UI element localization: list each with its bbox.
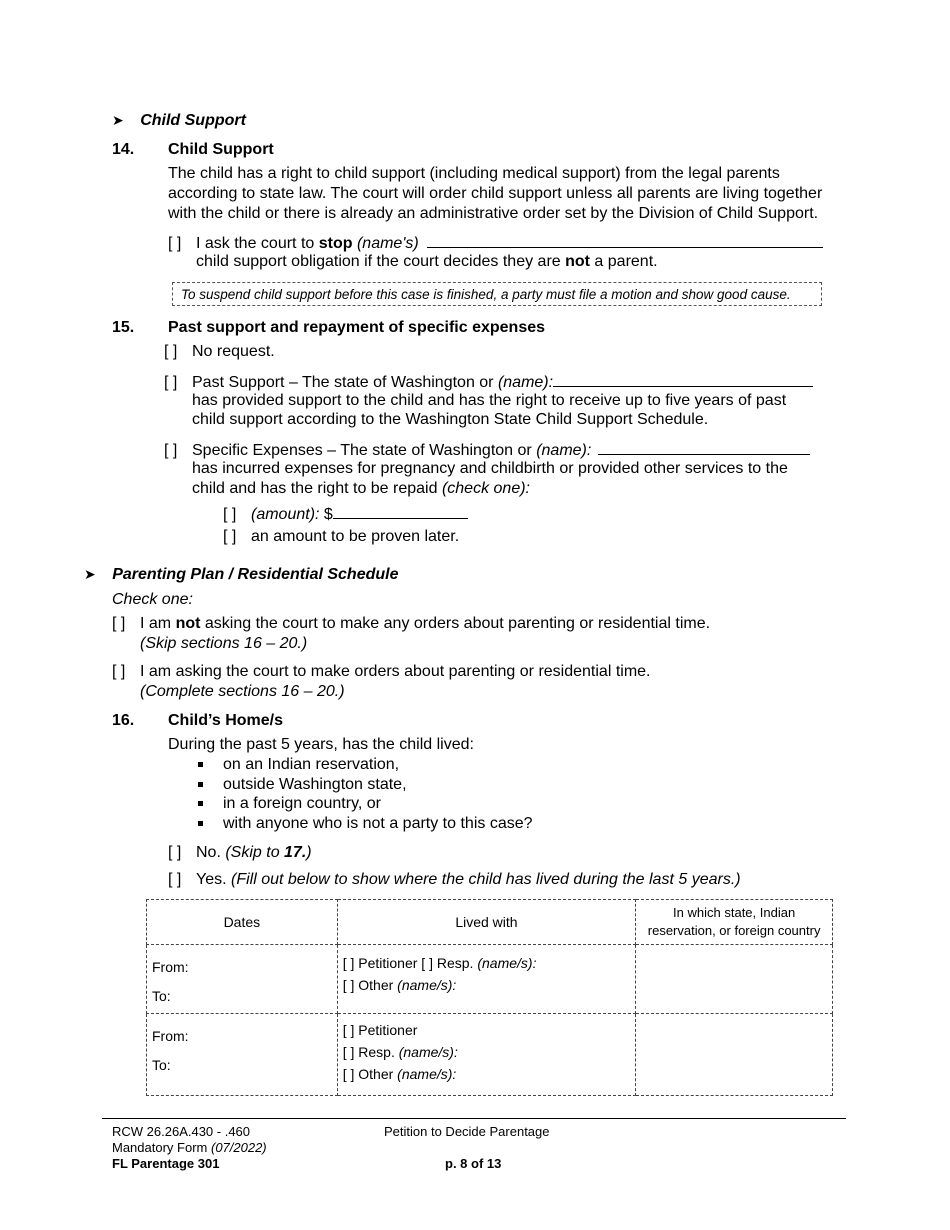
child-support-heading: ➤ Child Support bbox=[112, 112, 246, 129]
suspend-support-note: To suspend child support before this case is finished, a party must file a motion and show good cause. bbox=[172, 282, 822, 306]
section-14-body-3: with the child or there is already an administrative order set by the Division of Child Support. bbox=[168, 205, 819, 222]
parenting-plan-heading: ➤ Parenting Plan / Residential Schedule bbox=[84, 566, 399, 583]
residence-history-table bbox=[146, 899, 833, 1096]
past-support-option: [ ] Past Support – The state of Washington or (name): bbox=[164, 372, 813, 392]
stop-support-name-field[interactable] bbox=[427, 233, 823, 248]
no-option: [ ] No. (Skip to 17.) bbox=[168, 844, 312, 861]
stop-support-option: [ ] I ask the court to stop (name's) bbox=[168, 233, 823, 253]
no-checkbox[interactable]: [ ] bbox=[168, 844, 182, 861]
lived-with-header: Lived with bbox=[337, 900, 636, 945]
dates-header: Dates bbox=[147, 900, 338, 945]
table-row bbox=[147, 945, 833, 1014]
amount-checkbox[interactable]: [ ] bbox=[223, 506, 237, 523]
table-row bbox=[147, 1014, 833, 1096]
past-support-line-2: has provided support to the child and has the right to receive up to five years of past bbox=[192, 392, 787, 409]
check-one-label: Check one: bbox=[112, 591, 193, 608]
section-16-number: 16. bbox=[112, 712, 135, 729]
no-request-checkbox[interactable]: [ ] bbox=[164, 343, 178, 360]
bullet-icon bbox=[198, 821, 203, 826]
section-16-question: During the past 5 years, has the child lived: bbox=[168, 736, 474, 753]
specific-expenses-checkbox[interactable]: [ ] bbox=[164, 442, 178, 459]
section-16-title: Child’s Home/s bbox=[168, 712, 283, 729]
stop-support-line-2: child support obligation if the court decides they are not a parent. bbox=[196, 253, 658, 270]
section-15-title: Past support and repayment of specific expenses bbox=[168, 319, 546, 336]
section-14-body-1: The child has a right to child support (including medical support) from the legal parents bbox=[168, 165, 780, 182]
bullet-item-3: in a foreign country, or bbox=[223, 795, 382, 812]
amount-field[interactable] bbox=[333, 504, 468, 519]
past-support-checkbox[interactable]: [ ] bbox=[164, 374, 178, 391]
footer-form-id: FL Parentage 301 bbox=[112, 1156, 220, 1171]
section-14-number: 14. bbox=[112, 141, 135, 158]
asking-checkbox[interactable]: [ ] bbox=[112, 663, 126, 680]
amount-option: [ ] (amount): $ bbox=[223, 504, 468, 524]
complete-sections-note: (Complete sections 16 – 20.) bbox=[140, 683, 345, 700]
specific-expenses-line-2: has incurred expenses for pregnancy and childbirth or provided other services to the bbox=[192, 460, 788, 477]
bullet-item-1: on an Indian reservation, bbox=[223, 756, 400, 773]
footer-form-title: Petition to Decide Parentage bbox=[384, 1124, 550, 1139]
specific-expenses-name-field[interactable] bbox=[598, 440, 810, 455]
footer-page-number: p. 8 of 13 bbox=[445, 1156, 502, 1171]
footer-divider bbox=[102, 1118, 846, 1119]
asking-option: [ ] I am asking the court to make orders about parenting or residential time. bbox=[112, 663, 651, 680]
not-asking-checkbox[interactable]: [ ] bbox=[112, 615, 126, 632]
past-support-line-3: child support according to the Washington State Child Support Schedule. bbox=[192, 411, 709, 428]
specific-expenses-option: [ ] Specific Expenses – The state of Washington or (name): bbox=[164, 440, 810, 460]
not-asking-option: [ ] I am not asking the court to make any orders about parenting or residential time. bbox=[112, 615, 711, 632]
location-header: In which state, Indian reservation, or foreign country bbox=[636, 900, 833, 945]
section-14-body-2: according to state law. The court will order child support unless all parents are living together bbox=[168, 185, 823, 202]
proven-later-checkbox[interactable]: [ ] bbox=[223, 528, 237, 545]
lived-with-cell[interactable]: [ ] Petitioner [ ] Resp. (name/s): [ ] Other (name/s): bbox=[337, 945, 636, 1014]
yes-option: [ ] Yes. (Fill out below to show where the child has lived during the last 5 years.) bbox=[168, 871, 741, 888]
bullet-item-2: outside Washington state, bbox=[223, 776, 407, 793]
no-request-option: [ ] No request. bbox=[164, 343, 275, 360]
lived-with-cell[interactable]: [ ] Petitioner [ ] Resp. (name/s): [ ] Other (name/s): bbox=[337, 1014, 636, 1096]
bullet-icon bbox=[198, 782, 203, 787]
section-14-title: Child Support bbox=[168, 141, 274, 158]
location-cell[interactable] bbox=[636, 1014, 833, 1096]
arrow-bullet-icon: ➤ bbox=[112, 112, 124, 128]
specific-expenses-line-3: child and has the right to be repaid (check one): bbox=[192, 480, 530, 497]
footer-mandatory-form: Mandatory Form (07/2022) bbox=[112, 1140, 267, 1155]
bullet-icon bbox=[198, 801, 203, 806]
stop-support-checkbox[interactable]: [ ] bbox=[168, 235, 182, 252]
bullet-icon bbox=[198, 762, 203, 767]
bullet-item-4: with anyone who is not a party to this case? bbox=[223, 815, 533, 832]
dates-cell[interactable]: From: To: bbox=[147, 945, 338, 1014]
yes-checkbox[interactable]: [ ] bbox=[168, 871, 182, 888]
proven-later-option: [ ] an amount to be proven later. bbox=[223, 528, 460, 545]
section-15-number: 15. bbox=[112, 319, 135, 336]
dates-cell[interactable]: From: To: bbox=[147, 1014, 338, 1096]
past-support-name-field[interactable] bbox=[553, 372, 813, 387]
location-cell[interactable] bbox=[636, 945, 833, 1014]
arrow-bullet-icon: ➤ bbox=[84, 566, 96, 582]
footer-rcw: RCW 26.26A.430 - .460 bbox=[112, 1124, 251, 1139]
skip-sections-note: (Skip sections 16 – 20.) bbox=[140, 635, 308, 652]
